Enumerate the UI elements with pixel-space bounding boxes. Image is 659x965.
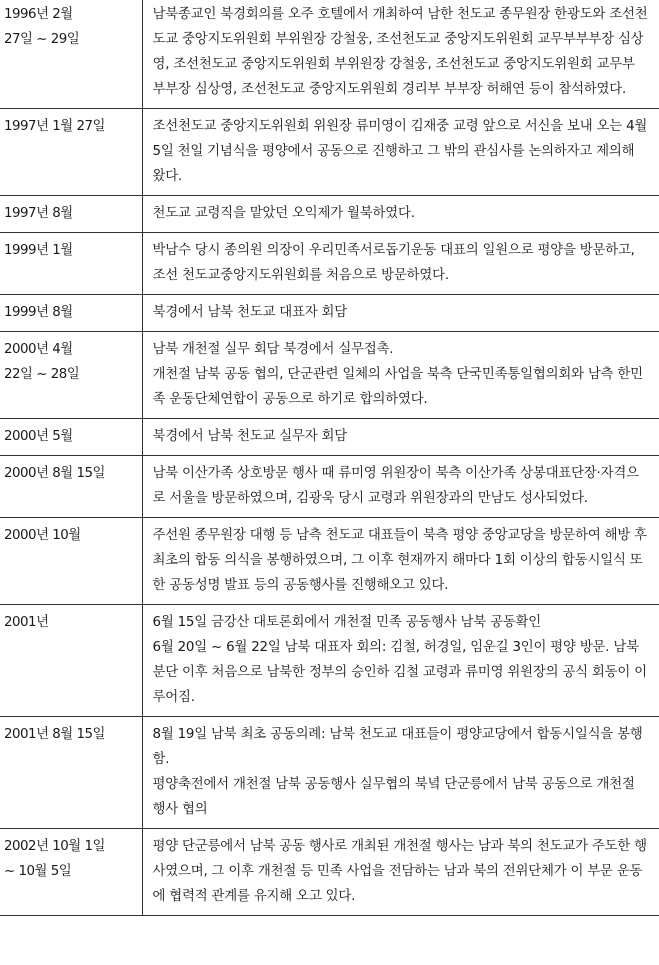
event-text: 6월 20일 ~ 6월 22일 남북 대표자 회의: 김철, 허경일, 임운길 3인이 평양 방문. 남북 분단 이후 처음으로 남북한 정부의 승인하 김철 교령과 류미영 위원장의 공식 회동이 이루어짐. xyxy=(152,640,647,705)
event-cell xyxy=(142,295,659,332)
table-row xyxy=(0,456,659,518)
date-cell: 2001년 8월 15일 xyxy=(0,717,142,829)
table-row xyxy=(0,0,659,109)
table-row xyxy=(0,332,659,419)
date-cell: 1996년 2월 27일 ~ 29일 xyxy=(0,0,142,109)
event-cell xyxy=(142,518,659,605)
event-text: 주선원 종무원장 대행 등 남측 천도교 대표들이 북측 평양 중앙교당을 방문하여 해방 후 최초의 합동 의식을 봉행하였으며, 그 이후 현재까지 해마다 1회 이상의 합동시일식 또한 공동성명 발표 등의 공동행사를 진행해오고 있다. xyxy=(152,528,647,593)
date-cell: 2000년 5월 xyxy=(0,419,142,456)
date-cell: 2000년 4월 22일 ~ 28일 xyxy=(0,332,142,419)
event-cell xyxy=(142,605,659,717)
event-text: 천도교 교령직을 맡았던 오익제가 월북하였다. xyxy=(152,206,415,221)
table-row xyxy=(0,196,659,233)
table-row xyxy=(0,419,659,456)
event-text: 남북종교인 북경회의를 오주 호텔에서 개최하여 남한 천도교 종무원장 한광도와 조선천도교 중앙지도위원회 부위원장 강철웅, 조선천도교 중앙지도위원회 교무부부부장 심상영, 조선천도교 중앙지도위원회 부위원장 강철웅, 조선천도교 중앙지도위원회 교무부 부부장 심상영, 조선천도교 중앙지도위원회 경리부 부부장 허해연 등이 참석하였다. xyxy=(152,7,648,97)
event-text: 개천절 남북 공동 협의, 단군관련 일체의 사업을 북측 단국민족통일협의회와 남측 한민족 운동단체연합이 공동으로 하기로 합의하였다. xyxy=(152,367,643,407)
event-cell xyxy=(142,717,659,829)
table-row xyxy=(0,829,659,916)
event-cell xyxy=(142,419,659,456)
event-cell xyxy=(142,196,659,233)
date-cell: 2002년 10월 1일 ~ 10월 5일 xyxy=(0,829,142,916)
event-text: 북경에서 남북 천도교 실무자 회담 xyxy=(152,429,348,444)
event-cell xyxy=(142,332,659,419)
event-cell xyxy=(142,829,659,916)
table-row xyxy=(0,605,659,717)
table-row xyxy=(0,518,659,605)
table-row xyxy=(0,717,659,829)
event-text: 평양 단군릉에서 남북 공동 행사로 개최된 개천절 행사는 남과 북의 천도교가 주도한 행사였으며, 그 이후 개천절 등 민족 사업을 전담하는 남과 북의 전위단체가 이 부문 운동에 협력적 관계를 유지해 오고 있다. xyxy=(152,839,647,904)
table-row xyxy=(0,109,659,196)
event-text: 평양축전에서 개천절 남북 공동행사 실무협의 북녘 단군릉에서 남북 공동으로 개천절 행사 협의 xyxy=(152,777,635,817)
table-row xyxy=(0,233,659,295)
event-text: 북경에서 남북 천도교 대표자 회담 xyxy=(152,305,348,320)
date-cell: 2000년 10월 xyxy=(0,518,142,605)
event-cell xyxy=(142,0,659,109)
event-text: 조선천도교 중앙지도위원회 위원장 류미영이 김재중 교령 앞으로 서신을 보내 오는 4월 5일 천일 기념식을 평양에서 공동으로 진행하고 그 밖의 관심사를 논의하자고 제의해 왔다. xyxy=(152,119,648,184)
date-cell: 2000년 8월 15일 xyxy=(0,456,142,518)
event-text: 남북 이산가족 상호방문 행사 때 류미영 위원장이 북측 이산가족 상봉대표단장·자격으로 서울을 방문하였으며, 김광욱 당시 교령과 위원장과의 만남도 성사되었다. xyxy=(152,466,639,506)
event-text: 박남수 당시 종의원 의장이 우리민족서로돕기운동 대표의 일원으로 평양을 방문하고, 조선 천도교중앙지도위원회를 처음으로 방문하였다. xyxy=(152,243,635,283)
date-cell: 1997년 1월 27일 xyxy=(0,109,142,196)
event-text: 남북 개천절 실무 회담 북경에서 실무접촉. xyxy=(152,342,394,357)
event-text: 8월 19일 남북 최초 공동의례: 남북 천도교 대표들이 평양교당에서 합동시일식을 봉행함. xyxy=(152,727,643,767)
event-cell xyxy=(142,233,659,295)
event-cell xyxy=(142,456,659,518)
date-cell: 2001년 xyxy=(0,605,142,717)
date-cell: 1997년 8월 xyxy=(0,196,142,233)
event-text: 6월 15일 금강산 대토론회에서 개천절 민족 공동행사 남북 공동확인 xyxy=(152,615,542,630)
event-cell xyxy=(142,109,659,196)
table-row xyxy=(0,295,659,332)
date-cell: 1999년 8월 xyxy=(0,295,142,332)
date-cell: 1999년 1월 xyxy=(0,233,142,295)
